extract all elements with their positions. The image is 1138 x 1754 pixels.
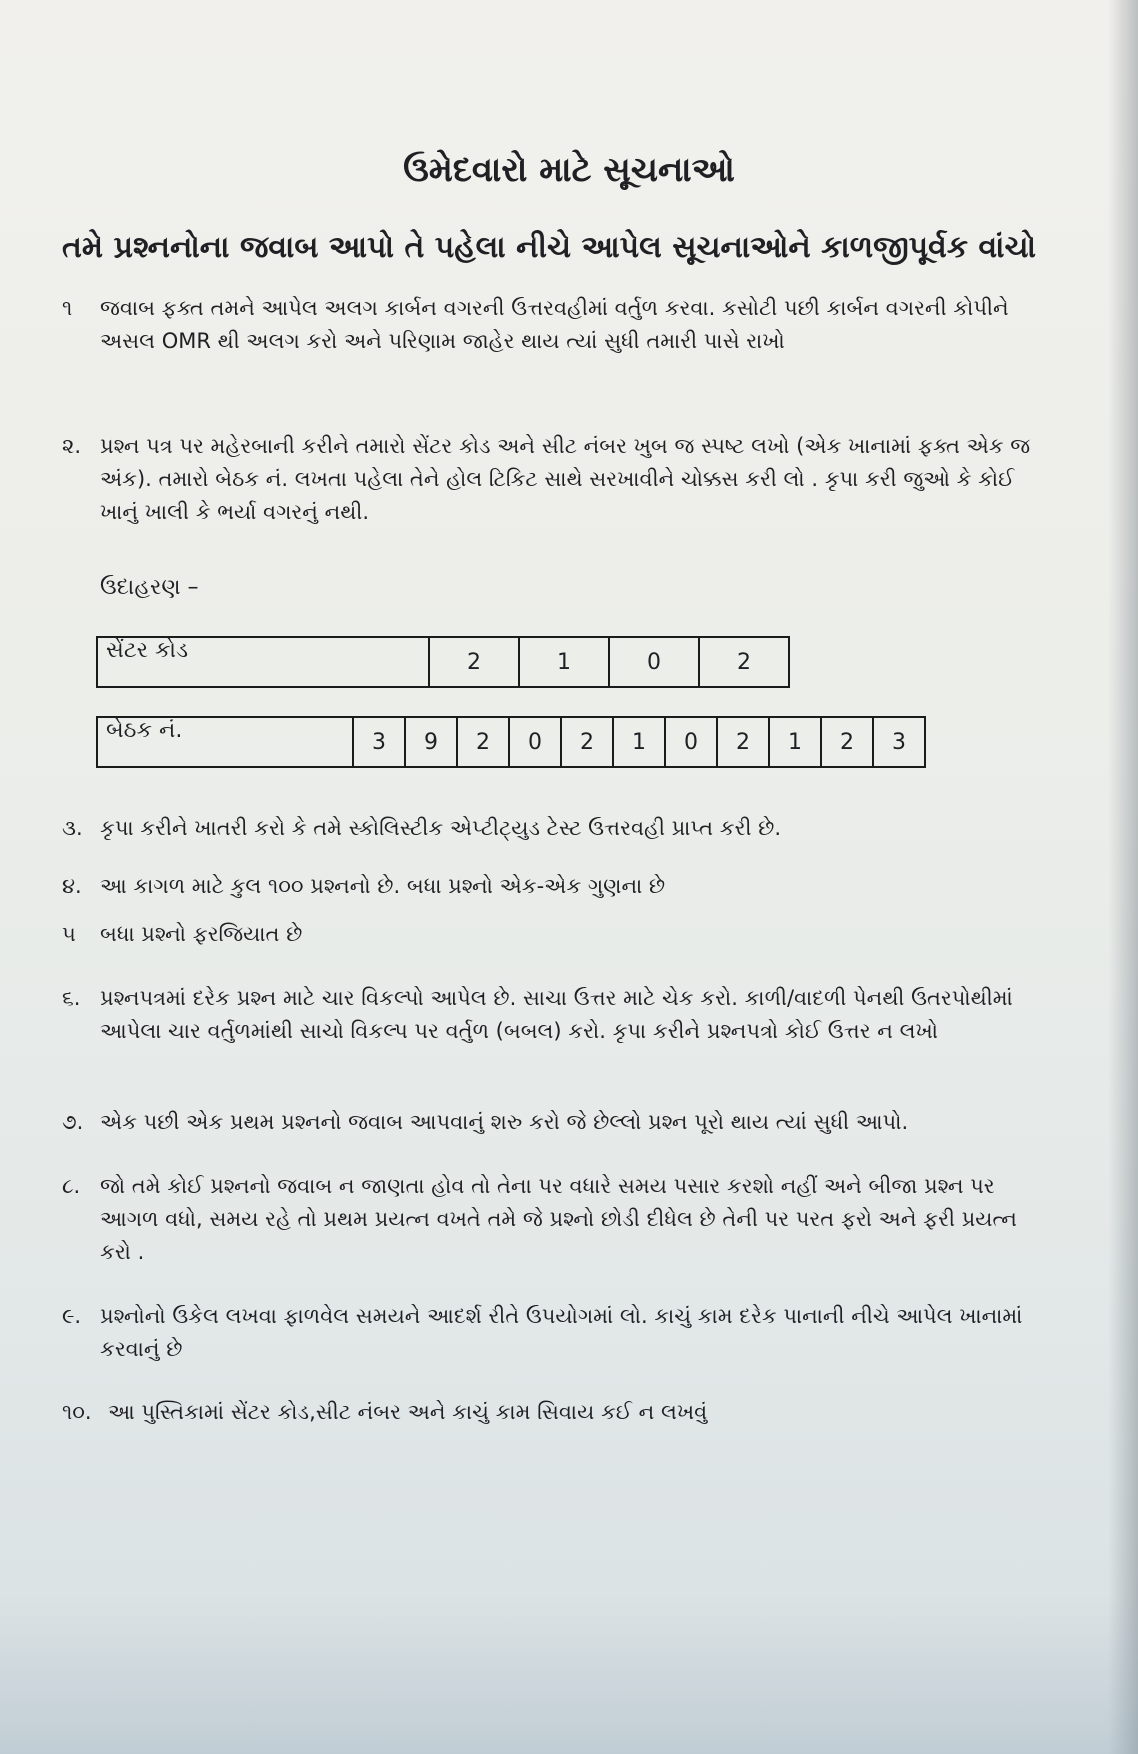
page-subtitle: તમે પ્રશ્નનોના જવાબ આપો તે પહેલા નીચે આપેલ સૂચનાઓને કાળજીપૂર્વક વાંચો [62, 230, 1036, 265]
instruction-item-7 [62, 1106, 1052, 1139]
center-code-digit: 0 [609, 637, 699, 687]
seat-number-digit: 2 [717, 717, 769, 767]
center-code-digit: 1 [519, 637, 609, 687]
instruction-item-8 [62, 1170, 1052, 1269]
seat-number-digit: 9 [405, 717, 457, 767]
seat-number-digit: 2 [821, 717, 873, 767]
instruction-number: ૪. [62, 874, 82, 898]
center-code-label: સેંટર કોડ [97, 637, 429, 687]
instruction-text: આ પુસ્તિકામાં સેંટર કોડ,સીટ નંબર અને કાચું કામ સિવાય કઈ ન લખવું [108, 1400, 708, 1424]
seat-number-digit: 1 [613, 717, 665, 767]
instruction-number: ૬. [62, 986, 81, 1010]
example-label: ઉદાહરણ – [100, 575, 199, 600]
seat-number-digit: 3 [353, 717, 405, 767]
instruction-text: એક પછી એક પ્રથમ પ્રશ્નનો જવાબ આપવાનું શરુ કરો જે છેલ્લો પ્રશ્ન પૂરો થાય ત્યાં સુધી આપો. [100, 1110, 909, 1134]
instruction-number: ૮. [62, 1174, 81, 1198]
instruction-item-1 [62, 292, 1052, 358]
seat-number-table [96, 716, 926, 768]
instruction-item-9 [62, 1300, 1052, 1366]
page-title: ઉમેદવારો માટે સૂચનાઓ [403, 150, 735, 190]
instruction-text: પ્રશ્નોનો ઉકેલ લખવા ફાળવેલ સમયને આદર્શ રીતે ઉપયોગમાં લો. કાચું કામ દરેક પાનાની નીચે આપેલ ખાનામાં કરવાનું છે [100, 1304, 1023, 1361]
seat-number-digit: 3 [873, 717, 925, 767]
instruction-item-2 [62, 430, 1052, 529]
instruction-text: પ્રશ્નપત્રમાં દરેક પ્રશ્ન માટે ચાર વિકલ્પો આપેલ છે. સાચા ઉત્તર માટે ચેક કરો. કાળી/વાદળી પેનથી ઉતરપોથીમાં આપેલા ચાર વર્તુળમાંથી સાચો વિકલ્પ પર વર્તુળ (બબલ) કરો. કૃપા કરીને પ્રશ્નપત્રો કોઈ ઉત્તર ન લખો [100, 986, 1013, 1043]
instruction-item-5 [62, 918, 1052, 951]
instruction-number: ૨. [62, 434, 82, 458]
instruction-number: ૩. [62, 816, 83, 840]
seat-number-digit: 0 [509, 717, 561, 767]
instruction-text: બધા પ્રશ્નો ફરજિયાત છે [100, 922, 303, 946]
seat-number-digit: 0 [665, 717, 717, 767]
seat-number-digit: 1 [769, 717, 821, 767]
center-code-digit: 2 [429, 637, 519, 687]
page-edge-shadow [1108, 0, 1138, 1754]
instruction-number: ૭. [62, 1110, 84, 1134]
instruction-text: જો તમે કોઈ પ્રશ્નનો જવાબ ન જાણતા હોવ તો તેના પર વધારે સમય પસાર કરશો નહીં અને બીજા પ્રશ્ન પર આગળ વધો, સમય રહે તો પ્રથમ પ્રયત્ન વખતે તમે જે પ્રશ્નો છોડી દીધેલ છે તેની પર પરત ફરો અને ફરી પ્રયત્ન કરો . [100, 1174, 1017, 1264]
seat-number-digit: 2 [457, 717, 509, 767]
instruction-number: ૧ [62, 296, 73, 320]
instruction-text: કૃપા કરીને ખાતરી કરો કે તમે સ્કોલિસ્ટીક એપ્ટીટ્યુડ ટેસ્ટ ઉત્તરવહી પ્રાપ્ત કરી છે. [100, 816, 782, 840]
instruction-text: પ્રશ્ન પત્ર પર મહેરબાની કરીને તમારો સેંટર કોડ અને સીટ નંબર ખુબ જ સ્પષ્ટ લખો (એક ખાનામાં ફક્ત એક જ અંક). તમારો બેઠક નં. લખતા પહેલા તેને હોલ ટિકિટ સાથે સરખાવીને ચોક્કસ કરી લો . કૃપા કરી જુઓ કે કોઈ ખાનું ખાલી કે ભર્યા વગરનું નથી. [100, 434, 1031, 524]
instruction-text: આ કાગળ માટે કુલ ૧૦૦ પ્રશ્નનો છે. બધા પ્રશ્નો એક-એક ગુણના છે [100, 874, 666, 898]
center-code-table [96, 636, 790, 688]
instruction-number: ૫ [62, 922, 76, 946]
instruction-number: ૯. [62, 1304, 82, 1328]
instruction-text: જવાબ ફક્ત તમને આપેલ અલગ કાર્બન વગરની ઉત્તરવહીમાં વર્તુળ કરવા. કસોટી પછી કાર્બન વગરની કોપીને અસલ OMR થી અલગ કરો અને પરિણામ જાહેર થાય ત્યાં સુધી તમારી પાસે રાખો [100, 296, 1009, 353]
instruction-number: ૧૦. [62, 1400, 92, 1424]
center-code-digit: 2 [699, 637, 789, 687]
instruction-item-3 [62, 812, 1052, 845]
instruction-item-10 [62, 1396, 1052, 1429]
instruction-item-6 [62, 982, 1052, 1048]
seat-number-label: બેઠક નં. [97, 717, 353, 767]
seat-number-digit: 2 [561, 717, 613, 767]
page-bottom-shade [0, 1594, 1138, 1754]
instruction-item-4 [62, 870, 1052, 903]
